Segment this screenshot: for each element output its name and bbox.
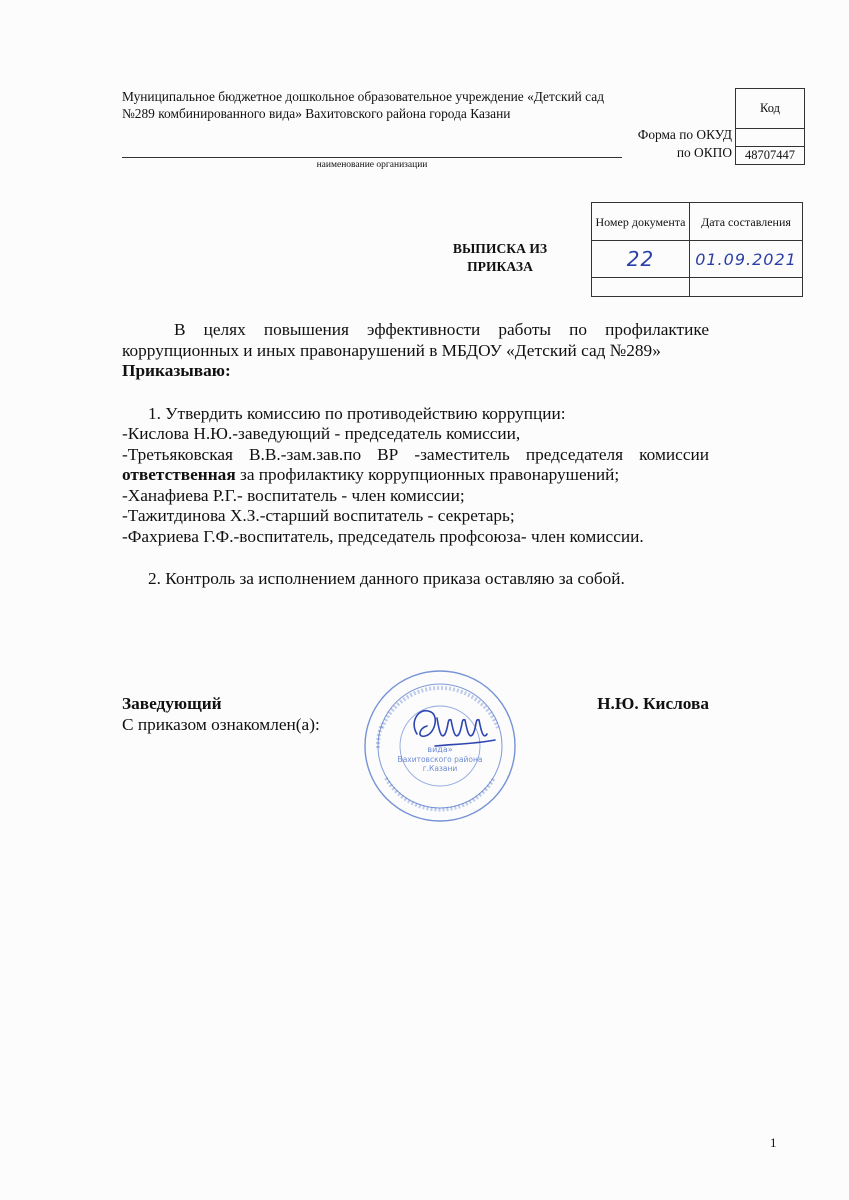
order-body xyxy=(122,320,709,590)
doc-number-handwritten: 22 xyxy=(626,247,655,271)
organization-caption: наименование организации xyxy=(316,160,428,170)
member-2-bold: ответственная xyxy=(122,465,236,484)
member-2-line1: -Третьяковская В.В.-зам.зав.по ВР -заместитель председателя комиссии xyxy=(122,444,709,464)
document-meta-table xyxy=(591,202,803,297)
okud-label: Форма по ОКУД xyxy=(637,127,732,142)
page-number: 1 xyxy=(770,1135,777,1150)
handwritten-signature xyxy=(405,700,500,755)
okpo-label: по ОКПО xyxy=(676,145,732,160)
document-title xyxy=(430,240,570,276)
signer-name: Н.Ю. Кислова xyxy=(597,694,709,713)
member-1: -Кислова Н.Ю.-заведующий - председатель комиссии, xyxy=(122,424,521,443)
item-1: 1. Утвердить комиссию по противодействию коррупции: xyxy=(148,403,566,423)
acquainted-line: С приказом ознакомлен(а): xyxy=(122,714,320,734)
code-header: Код xyxy=(736,89,805,129)
stamp-text-3: г.Казани xyxy=(422,764,458,773)
doc-number-header: Номер документа xyxy=(592,203,690,241)
intro-line1: В целях повышения эффективности работы по профилактике xyxy=(174,320,709,339)
member-5: -Фахриева Г.Ф.-воспитатель, председатель профсоюза- член комиссии. xyxy=(122,526,644,546)
okud-value xyxy=(736,129,805,147)
stamp-text-2: Вахитовского района xyxy=(397,755,483,764)
order-word: Приказываю: xyxy=(122,361,231,380)
document-title-line2: ПРИКАЗА xyxy=(467,259,533,274)
organization-underline xyxy=(122,157,622,158)
stamp-text-1: вида» xyxy=(427,745,453,754)
member-3: -Ханафиева Р.Г.- воспитатель - член комиссии; xyxy=(122,485,465,505)
intro-line2: коррупционных и иных правонарушений в МБДОУ «Детский сад №289» xyxy=(122,340,661,360)
doc-date-handwritten: 01.09.2021 xyxy=(695,249,797,269)
item-2: 2. Контроль за исполнением данного приказа оставляю за собой. xyxy=(148,569,625,588)
member-4: -Тажитдинова Х.З.-старший воспитатель - секретарь; xyxy=(122,506,515,525)
signer-position: Заведующий xyxy=(122,694,222,713)
member-2-rest: за профилактику коррупционных правонарушений; xyxy=(235,465,620,484)
document-title-line1: ВЫПИСКА ИЗ xyxy=(452,241,548,256)
empty-cell xyxy=(690,278,803,297)
code-table xyxy=(735,88,805,165)
empty-cell xyxy=(592,278,690,297)
doc-date-header: Дата составления xyxy=(690,203,803,241)
member-2-line2 xyxy=(122,465,709,486)
okpo-value: 48707447 xyxy=(736,147,805,165)
organization-name: Муниципальное бюджетное дошкольное образовательное учреждение «Детский сад №289 комбинированного вида» Вахитовского района города Казани xyxy=(122,89,605,121)
